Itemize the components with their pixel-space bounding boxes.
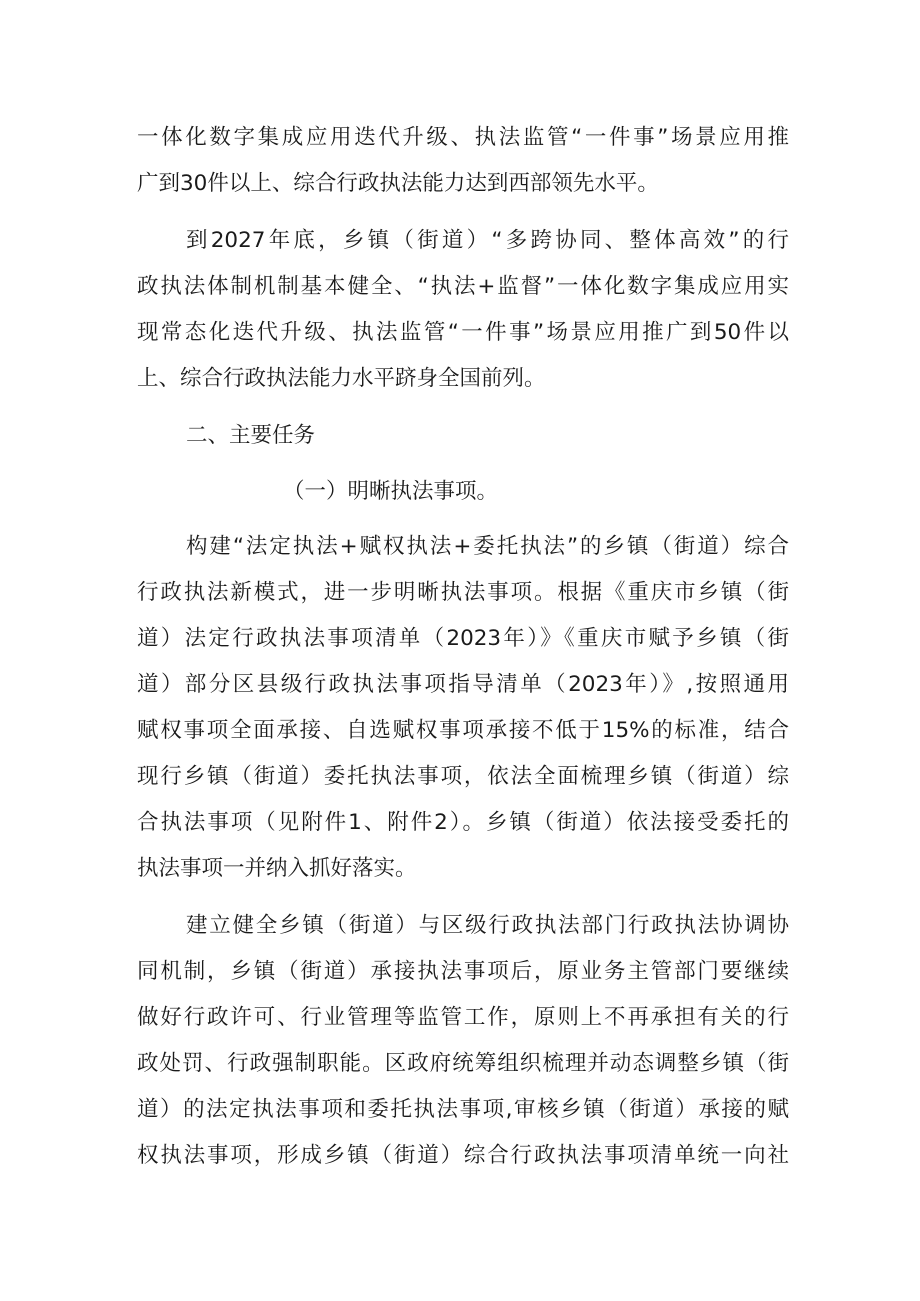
paragraph-1-line-2: 广到30件以上、综合行政执法能力达到西部领先水平。 (137, 171, 659, 196)
paragraph-3-line-4: 道）部分区县级行政执法事项指导清单（2023年）》,按照通用 (137, 672, 789, 697)
text-line (0, 118, 920, 158)
paragraph-1-line-1: 一体化数字集成应用迭代升级、执法监管“一件事”场景应用推 (137, 125, 789, 150)
text-line (0, 1044, 920, 1084)
text-line (0, 221, 920, 261)
paragraph-2-line-2: 政执法体制机制基本健全、“执法+监督”一体化数字集成应用实 (137, 274, 789, 299)
paragraph-3-line-6: 现行乡镇（街道）委托执法事项，依法全面梳理乡镇（街道）综 (137, 764, 789, 789)
paragraph-3-line-2: 行政执法新模式，进一步明晰执法事项。根据《重庆市乡镇（街 (137, 580, 789, 605)
paragraph-3-line-5: 赋权事项全面承接、自选赋权事项承接不低于15%的标准，结合 (137, 718, 789, 743)
text-line (0, 998, 920, 1038)
text-line (0, 1090, 920, 1130)
paragraph-3-line-1: 构建“法定执法+赋权执法+委托执法”的乡镇（街道）综合 (186, 534, 789, 559)
text-line (0, 267, 920, 307)
paragraph-3-line-7: 合执法事项（见附件1、附件2）。乡镇（街道）依法接受委托的 (137, 810, 789, 835)
text-line (0, 849, 920, 889)
paragraph-2-line-4: 上、综合行政执法能力水平跻身全国前列。 (137, 366, 546, 391)
paragraph-4-line-2: 同机制，乡镇（街道）承接执法事项后，原业务主管部门要继续 (137, 959, 789, 984)
text-line (0, 952, 920, 992)
text-line (0, 665, 920, 705)
text-line (0, 757, 920, 797)
paragraph-4-line-1: 建立健全乡镇（街道）与区级行政执法部门行政执法协调协 (186, 913, 789, 938)
text-line (0, 711, 920, 751)
text-line (0, 164, 920, 204)
text-line (0, 472, 920, 512)
text-line (0, 313, 920, 353)
paragraph-3-line-3: 道）法定行政执法事项清单（2023年）》《重庆市赋予乡镇（街 (137, 626, 789, 651)
text-line (0, 416, 920, 456)
paragraph-4-line-4: 政处罚、行政强制职能。区政府统筹组织梳理并动态调整乡镇（街 (137, 1051, 789, 1076)
paragraph-2-line-3: 现常态化迭代升级、执法监管“一件事”场景应用推广到50件以 (137, 320, 789, 345)
paragraph-3-line-8: 执法事项一并纳入抓好落实。 (137, 856, 417, 881)
paragraph-4-line-6: 权执法事项，形成乡镇（街道）综合行政执法事项清单统一向社 (137, 1143, 789, 1168)
subsection-heading: （一）明晰执法事项。 (283, 479, 499, 504)
text-line (0, 619, 920, 659)
text-line (0, 573, 920, 613)
paragraph-4-line-5: 道）的法定执法事项和委托执法事项,审核乡镇（街道）承接的赋 (137, 1097, 789, 1122)
text-line (0, 1136, 920, 1176)
text-line (0, 906, 920, 946)
text-line (0, 359, 920, 399)
paragraph-4-line-3: 做好行政许可、行业管理等监管工作，原则上不再承担有关的行 (137, 1005, 789, 1030)
text-line (0, 803, 920, 843)
text-line (0, 527, 920, 567)
paragraph-2-line-1: 到2027年底，乡镇（街道）“多跨协同、整体高效”的行 (186, 228, 789, 253)
section-heading: 二、主要任务 (186, 423, 316, 448)
